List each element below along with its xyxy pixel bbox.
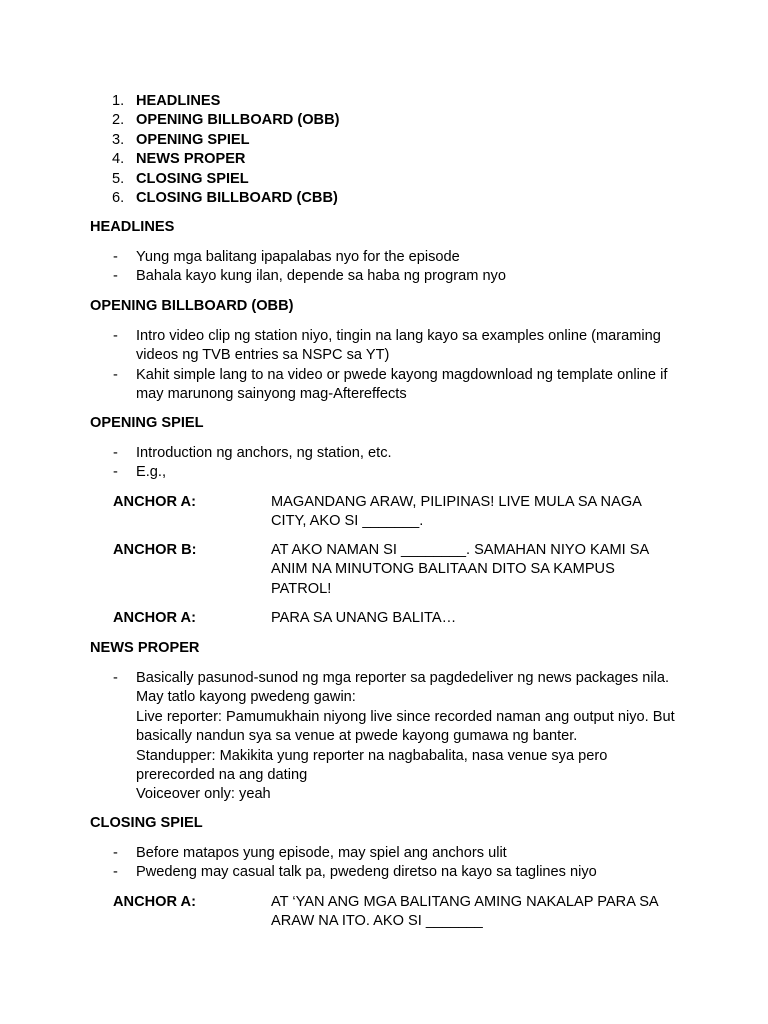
bullet-text: Intro video clip ng station niyo, tingin na lang kayo sa examples online (maraming videos ng TVB entries sa NSPC sa YT): [136, 328, 661, 364]
obb-bullets: [0, 327, 690, 405]
bullet-text: Introduction ng anchors, ng station, etc.: [136, 445, 392, 461]
anchor-line: AT ‘YAN ANG MGA BALITANG AMING NAKALAP PARA SA ARAW NA ITO. AKO SI _______: [271, 894, 658, 930]
outline-number: 2.: [112, 112, 125, 129]
outline-item: [0, 92, 340, 111]
bullet-marker: -: [113, 845, 118, 861]
outline-label: CLOSING SPIEL: [136, 170, 249, 187]
outline-label: NEWS PROPER: [136, 151, 246, 168]
bullet-item: [0, 444, 690, 463]
section-heading-news-proper: NEWS PROPER: [90, 640, 200, 656]
section-heading-headlines: HEADLINES: [90, 219, 175, 235]
bullet-marker: -: [113, 249, 118, 265]
bullet-item: [0, 366, 690, 405]
outline-number: 4.: [112, 151, 125, 168]
bullet-text: Standupper: Makikita yung reporter na nagbabalita, nasa venue sya pero prerecorded na ang dating: [136, 747, 608, 784]
speaker-label: ANCHOR B:: [113, 542, 197, 558]
bullet-item: [0, 863, 690, 882]
speaker-label: ANCHOR A:: [113, 894, 196, 910]
outline-number: 1.: [112, 93, 125, 109]
bullet-marker: -: [113, 464, 118, 481]
section-heading-opening-spiel: OPENING SPIEL: [90, 415, 204, 431]
outline-item: [0, 150, 340, 169]
outline-label: OPENING BILLBOARD (OBB): [136, 112, 340, 129]
outline-item: [0, 189, 340, 208]
bullet-text: E.g.,: [136, 464, 167, 481]
anchor-line: MAGANDANG ARAW, PILIPINAS! LIVE MULA SA NAGA CITY, AKO SI _______.: [271, 494, 642, 530]
bullet-item: [0, 844, 690, 863]
bullet-text: Voiceover only: yeah: [136, 786, 271, 803]
bullet-marker: -: [113, 670, 118, 686]
outline-item: [0, 131, 340, 150]
section-heading-obb: OPENING BILLBOARD (OBB): [90, 298, 294, 314]
bullet-text: Live reporter: Pamumukhain niyong live since recorded naman ang output niyo. But basically nandun sya sa venue at pwede kayong gumawa ng banter.: [136, 708, 675, 745]
bullet-item: [0, 669, 690, 805]
bullet-text: Pwedeng may casual talk pa, pwedeng diretso na kayo sa taglines niyo: [136, 864, 597, 881]
segment-outline: [0, 92, 340, 208]
speaker-label: ANCHOR A:: [113, 610, 196, 626]
anchor-line: PARA SA UNANG BALITA…: [271, 610, 457, 626]
speaker-label: ANCHOR A:: [113, 494, 196, 510]
closing-spiel-bullets: [0, 844, 690, 883]
bullet-marker: -: [113, 268, 118, 285]
outline-label: HEADLINES: [136, 93, 221, 109]
outline-label: OPENING SPIEL: [136, 131, 250, 148]
bullet-marker: -: [113, 445, 118, 461]
bullet-item: [0, 248, 690, 267]
outline-label: CLOSING BILLBOARD (CBB): [136, 189, 338, 206]
bullet-item: [0, 463, 690, 482]
bullet-marker: -: [113, 328, 118, 344]
headlines-bullets: [0, 248, 690, 287]
bullet-marker: -: [113, 864, 118, 881]
outline-item: [0, 111, 340, 130]
section-heading-closing-spiel: CLOSING SPIEL: [90, 815, 203, 831]
bullet-item: [0, 327, 690, 366]
outline-number: 3.: [112, 131, 125, 148]
opening-spiel-bullets: [0, 444, 690, 483]
outline-number: 6.: [112, 189, 125, 206]
news-proper-bullets: [0, 669, 690, 805]
anchor-line: AT AKO NAMAN SI ________. SAMAHAN NIYO KAMI SA ANIM NA MINUTONG BALITAAN DITO SA KAMPUS PATROL!: [271, 542, 649, 597]
bullet-text: Basically pasunod-sunod ng mga reporter sa pagdedeliver ng news packages nila. May tatlo kayong pwedeng gawin:: [136, 670, 669, 706]
bullet-text: Bahala kayo kung ilan, depende sa haba ng program nyo: [136, 268, 506, 285]
bullet-text: Yung mga balitang ipapalabas nyo for the episode: [136, 249, 460, 265]
bullet-text: Before matapos yung episode, may spiel ang anchors ulit: [136, 845, 507, 861]
bullet-item: [0, 267, 690, 286]
outline-number: 5.: [112, 170, 125, 187]
outline-item: [0, 170, 340, 189]
bullet-marker: -: [113, 366, 118, 383]
bullet-text: Kahit simple lang to na video or pwede kayong magdownload ng template online if may marunong sainyong mag-Aftereffects: [136, 366, 668, 403]
